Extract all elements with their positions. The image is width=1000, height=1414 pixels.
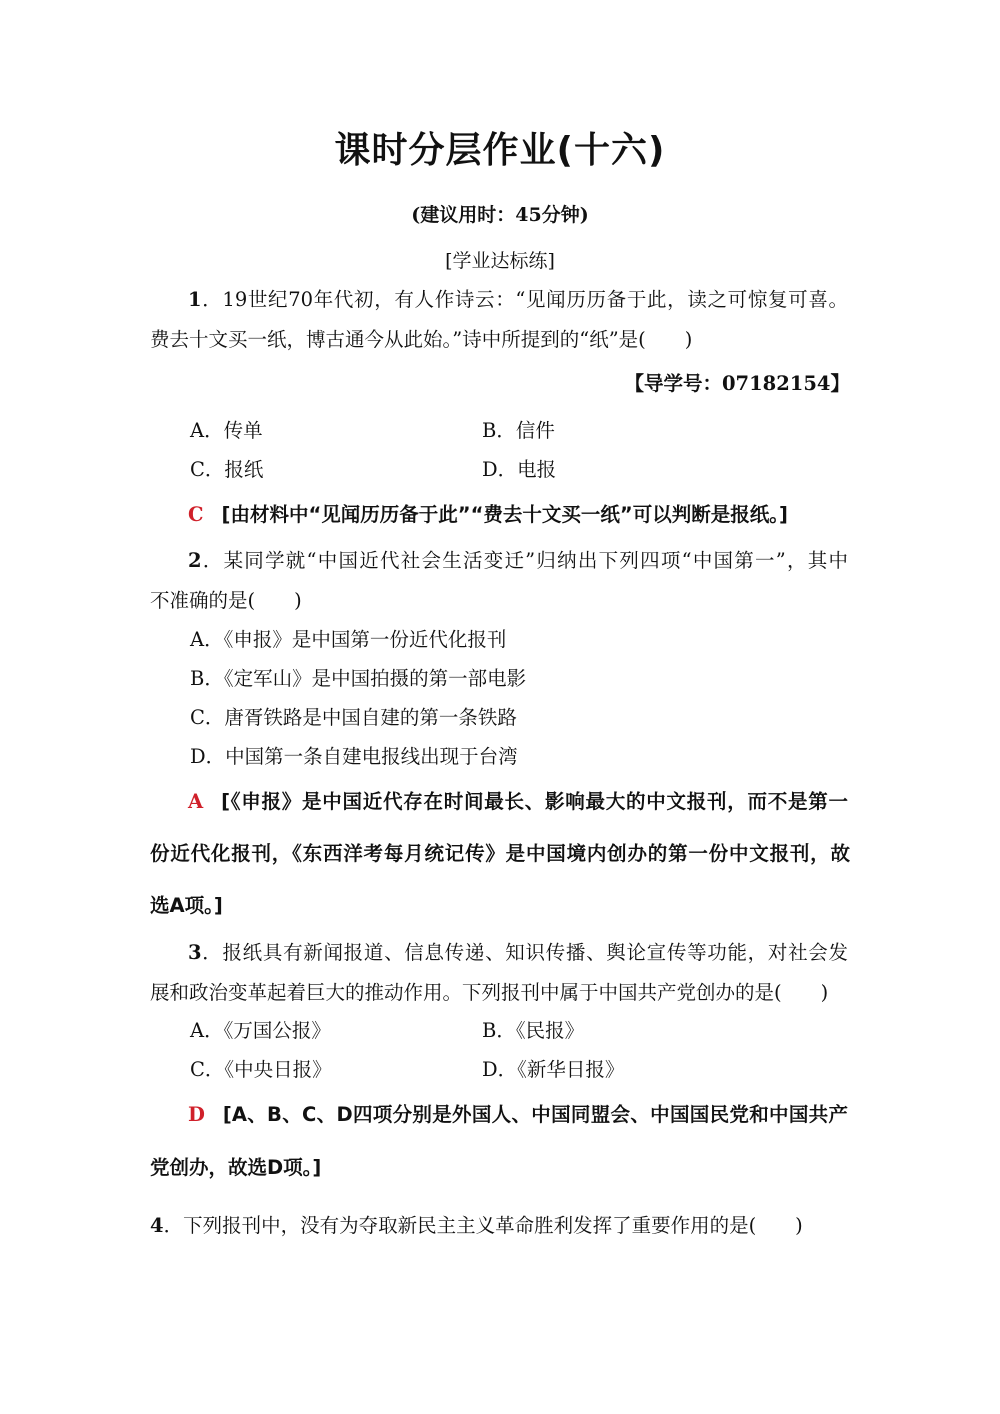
q2-stem-line2: 不准确的是( ) bbox=[150, 589, 302, 612]
section-label: [学业达标练] bbox=[445, 250, 555, 272]
q3-option-c: C．《中央日报》 bbox=[190, 1058, 332, 1081]
q3-answer-line2: 党创办，故选D项。] bbox=[150, 1156, 322, 1179]
q1-option-c: C．报纸 bbox=[190, 458, 264, 481]
q3-answer-line1: D [A、B、C、D四项分别是外国人、中国同盟会、中国国民党和中国共产 bbox=[188, 1103, 848, 1126]
q2-stem-line1: 2．某同学就“中国近代社会生活变迁”归纳出下列四项“中国第一”，其中 bbox=[188, 549, 848, 572]
q2-number: 2 bbox=[188, 549, 202, 572]
q4-stem-line1: 4．下列报刊中，没有为夺取新民主主义革命胜利发挥了重要作用的是( ) bbox=[150, 1214, 803, 1237]
q2-option-c: C．唐胥铁路是中国自建的第一条铁路 bbox=[190, 706, 517, 729]
q2-answer-line1: A [《申报》是中国近代存在时间最长、影响最大的中文报刊，而不是第一 bbox=[188, 790, 848, 813]
q1-option-d: D．电报 bbox=[482, 458, 557, 481]
q3-option-a: A．《万国公报》 bbox=[190, 1019, 331, 1042]
page-title: 课时分层作业(十六) bbox=[334, 130, 666, 171]
q1-number: 1 bbox=[188, 288, 202, 311]
q2-option-d: D．中国第一条自建电报线出现于台湾 bbox=[190, 745, 518, 768]
q1-guide-number: 【导学号：07182154】 bbox=[624, 372, 850, 395]
q3-number: 3 bbox=[188, 941, 202, 964]
q2-option-a: A．《申报》是中国第一份近代化报刊 bbox=[190, 628, 507, 651]
q3-answer-letter: D bbox=[188, 1103, 205, 1126]
q1-stem-line2: 费去十文买一纸，博古通今从此始。”诗中所提到的“纸”是( ) bbox=[150, 328, 693, 351]
q2-answer-line3: 选A项。] bbox=[150, 894, 223, 917]
q4-number: 4 bbox=[150, 1214, 164, 1237]
q1-option-a: A．传单 bbox=[190, 419, 263, 442]
q3-stem-line2: 展和政治变革起着巨大的推动作用。下列报刊中属于中国共产党创办的是( ) bbox=[150, 981, 829, 1004]
q3-option-d: D．《新华日报》 bbox=[482, 1058, 625, 1081]
q1-answer-letter: C bbox=[188, 503, 204, 526]
q2-option-b: B．《定军山》是中国拍摄的第一部电影 bbox=[190, 667, 527, 690]
q3-option-b: B．《民报》 bbox=[482, 1019, 585, 1042]
q1-stem-line1: 1．19世纪70年代初，有人作诗云：“见闻历历备于此，读之可惊复可喜。 bbox=[188, 288, 848, 311]
q1-option-b: B．信件 bbox=[482, 419, 555, 442]
q2-answer-line2: 份近代化报刊，《东西洋考每月统记传》是中国境内创办的第一份中文报刊，故 bbox=[150, 842, 850, 865]
q1-answer: C [由材料中“见闻历历备于此”“费去十文买一纸”可以判断是报纸。] bbox=[188, 503, 788, 526]
time-suggestion: (建议用时：45分钟) bbox=[411, 204, 589, 226]
q3-stem-line1: 3．报纸具有新闻报道、信息传递、知识传播、舆论宣传等功能，对社会发 bbox=[188, 941, 848, 964]
q2-answer-letter: A bbox=[188, 790, 204, 813]
